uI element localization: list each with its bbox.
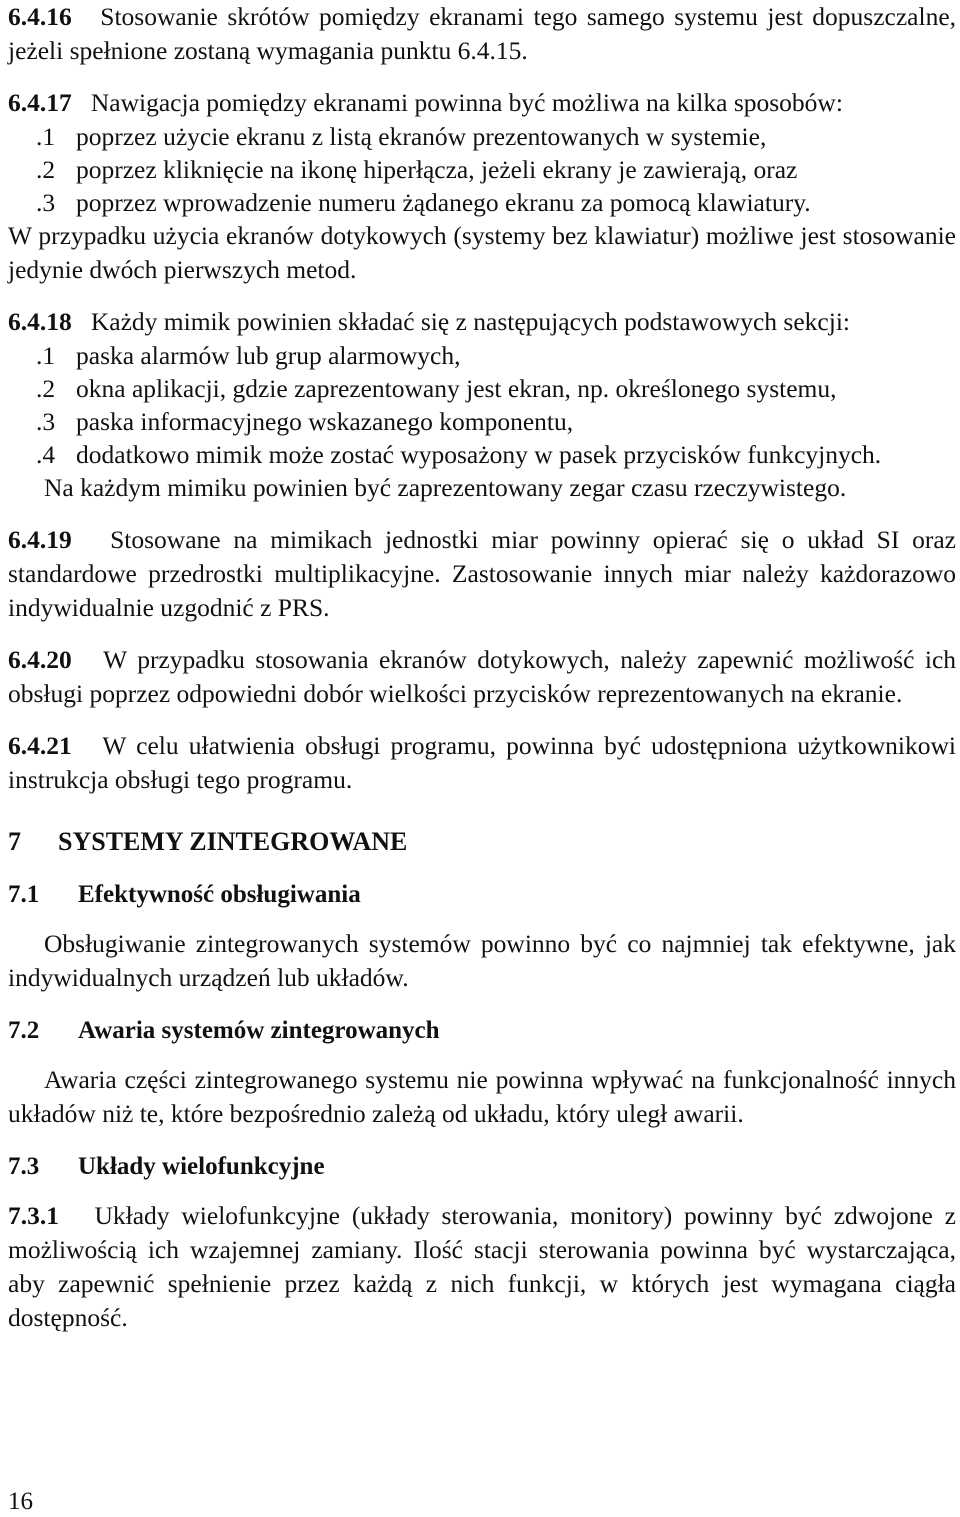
item-number: .1 [36, 341, 56, 370]
section-note: Na każdym mimiku powinien być zaprezentowany zegar czasu rzeczywistego. [44, 473, 847, 502]
chapter-heading [8, 827, 956, 857]
section-text: Układy wielofunkcyjne (układy sterowania, monitory) powinny być zdwojone z możliwością ich wzajemnej zamiany. Ilość stacji sterowania powinna być wystarczająca, aby zapewnić spełnienie przez każdą z nich funkcji, w których jest wymagana ciągła dostępność. [8, 1201, 957, 1332]
list-item [8, 153, 956, 186]
section-number: 6.4.17 [8, 88, 72, 117]
section-text: W celu ułatwienia obsługi programu, powinna być udostępniona użytkownikowi instrukcja obsługi tego programu. [8, 731, 956, 794]
chapter-number: 7 [8, 827, 21, 856]
section-number: 6.4.18 [8, 307, 72, 336]
item-number: .3 [36, 188, 56, 217]
section-number: 6.4.16 [8, 2, 72, 31]
section-text: Obsługiwanie zintegrowanych systemów powinno być co najmniej tak efektywne, jak indywidualnych urządzeń lub układów. [8, 929, 956, 992]
item-number: .4 [36, 440, 56, 469]
item-number: .2 [36, 374, 56, 403]
item-text: dodatkowo mimik może zostać wyposażony w pasek przycisków funkcyjnych. [76, 440, 882, 469]
list-item [8, 405, 956, 438]
section-6-4-21 [8, 729, 956, 797]
heading-number: 7.1 [8, 881, 40, 908]
heading-number: 7.2 [8, 1017, 40, 1044]
section-number: 6.4.19 [8, 525, 72, 554]
item-text: poprzez użycie ekranu z listą ekranów prezentowanych w systemie, [76, 122, 767, 151]
section-6-4-18 [8, 305, 956, 339]
section-heading-7-1 [8, 881, 956, 909]
section-heading-7-3 [8, 1153, 956, 1181]
list-item [8, 438, 956, 471]
section-number: 6.4.21 [8, 731, 72, 760]
item-text: paska alarmów lub grup alarmowych, [76, 341, 461, 370]
section-text: Nawigacja pomiędzy ekranami powinna być możliwa na kilka sposobów: [90, 88, 843, 117]
item-number: .2 [36, 155, 56, 184]
chapter-title: SYSTEMY ZINTEGROWANE [58, 827, 408, 856]
section-note: W przypadku użycia ekranów dotykowych (systemy bez klawiatur) możliwe jest stosowanie jedynie dwóch pierwszych metod. [8, 221, 956, 284]
section-text: Stosowane na mimikach jednostki miar powinny opierać się o układ SI oraz standardowe przedrostki multiplikacyjne. Zastosowanie innych miar należy każdorazowo indywidualnie uzgodnić z PRS. [8, 525, 956, 622]
list-item [8, 186, 956, 219]
item-number: .1 [36, 122, 56, 151]
item-text: paska informacyjnego wskazanego komponentu, [76, 407, 574, 436]
section-7-3-1 [8, 1199, 956, 1335]
section-text: Stosowanie skrótów pomiędzy ekranami tego samego systemu jest dopuszczalne, jeżeli spełnione zostaną wymagania punktu 6.4.15. [8, 2, 957, 65]
section-number: 7.3.1 [8, 1201, 59, 1230]
list-item [8, 372, 956, 405]
item-text: okna aplikacji, gdzie zaprezentowany jest ekran, np. określonego systemu, [76, 374, 837, 403]
section-6-4-19 [8, 523, 956, 625]
section-6-4-17 [8, 86, 956, 120]
item-text: poprzez wprowadzenie numeru żądanego ekranu za pomocą klawiatury. [76, 188, 811, 217]
section-number: 6.4.20 [8, 645, 72, 674]
item-text: poprzez kliknięcie na ikonę hiperłącza, jeżeli ekrany je zawierają, oraz [76, 155, 798, 184]
heading-title: Awaria systemów zintegrowanych [78, 1017, 440, 1044]
heading-title: Efektywność obsługiwania [78, 881, 361, 908]
section-6-4-20 [8, 643, 956, 711]
section-text: Każdy mimik powinien składać się z następujących podstawowych sekcji: [90, 307, 850, 336]
heading-number: 7.3 [8, 1153, 40, 1180]
section-6-4-16 [8, 0, 956, 68]
document-page [8, 0, 956, 1335]
heading-title: Układy wielofunkcyjne [78, 1153, 325, 1180]
list-item [8, 339, 956, 372]
item-number: .3 [36, 407, 56, 436]
section-heading-7-2 [8, 1017, 956, 1045]
section-text: W przypadku stosowania ekranów dotykowych, należy zapewnić możliwość ich obsługi poprzez odpowiedni dobór wielkości przycisków reprezentowanych na ekranie. [8, 645, 957, 708]
list-item [8, 120, 956, 153]
section-text: Awaria części zintegrowanego systemu nie powinna wpływać na funkcjonalność innych układów niż te, które bezpośrednio zależą od układu, który uległ awarii. [8, 1065, 956, 1128]
page-number: 16 [8, 1488, 33, 1515]
